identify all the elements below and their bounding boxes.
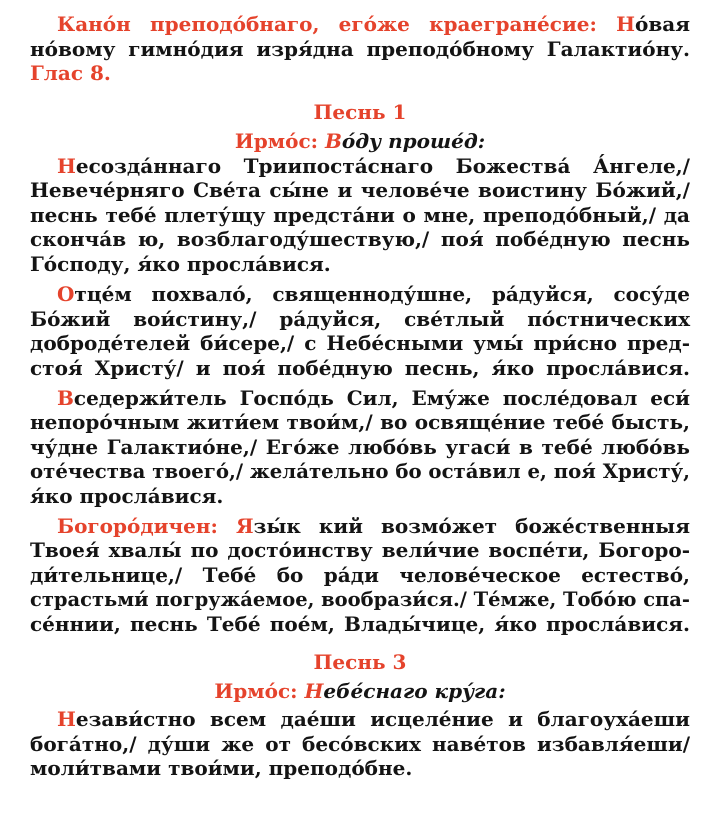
text-line xyxy=(57,282,690,307)
line-text: зы́к кий возмо́жет боже́ственныя xyxy=(253,513,690,538)
text-line xyxy=(30,459,690,484)
heading-text: но́вому гимно́дия изря́дна преподо́бному Галактио́ну. xyxy=(30,36,690,61)
text-line xyxy=(30,203,690,228)
text-line xyxy=(30,331,690,356)
ode-title xyxy=(30,650,690,675)
tone-label xyxy=(30,61,690,86)
irmos-text: о́ду проше́д: xyxy=(341,129,486,153)
line-text: езави́стно всем дае́ши исцеле́ние и благоуха́еши xyxy=(75,707,690,731)
text-line xyxy=(30,612,690,637)
text-line xyxy=(30,538,690,563)
ode-title-text: Песнь 1 xyxy=(313,100,407,124)
line-text: моли́твами твои́ми, преподо́бне. xyxy=(30,756,413,780)
line-text: есозда́ннаго Триипоста́снаго Божества́ А́нгеле,/ xyxy=(75,153,690,178)
line-text: се́ннии, песнь Тебе́ пое́м, Влады́чице, я́ко просла́вися. xyxy=(30,611,690,636)
line-text: бога́тно,/ ду́ши же от бесо́вских наве́тов избавля́еши/ xyxy=(30,731,690,756)
text-line xyxy=(57,514,690,539)
line-text: стоя́ Христу́/ и поя́ побе́дную песнь, я́ко просла́вися. xyxy=(30,355,690,380)
red-initial: О xyxy=(57,282,75,306)
line-text: Твоея́ хвалы́ по досто́инству вели́чие воспе́ти, Богоро- xyxy=(30,538,690,562)
text-line xyxy=(30,563,690,588)
text-line xyxy=(30,484,690,509)
text-line xyxy=(57,707,690,732)
text-line xyxy=(57,386,690,411)
text-line xyxy=(30,252,690,277)
line-text: сконча́в ю, возблагоду́шествую,/ поя́ побе́дную песнь xyxy=(30,227,690,251)
text-line xyxy=(30,435,690,460)
ode-title xyxy=(30,100,690,125)
heading-line xyxy=(30,37,690,62)
irmos-label: Ирмо́с: xyxy=(234,129,319,153)
line-text: седержи́тель Госпо́дь Сил, Ему́же после́довал еси́ xyxy=(73,385,690,410)
text-line xyxy=(30,410,690,435)
heading-line xyxy=(57,12,690,37)
line-text: я́ко просла́вися. xyxy=(30,483,224,508)
canon-heading xyxy=(30,12,690,86)
text-line xyxy=(30,587,690,612)
line-text: Бо́жий вои́стину,/ ра́дуйся, све́тлый по́стнических xyxy=(30,306,690,331)
line-text: страстьми́ погружа́емое, вообрази́ся./ Те́мже, Тобо́ю спа- xyxy=(30,587,690,611)
troparion xyxy=(30,707,690,781)
text-line xyxy=(30,356,690,381)
line-text: непоро́чным жити́ем твои́м,/ во освяще́ние тебе́ бысть, xyxy=(30,410,690,434)
heading-text: о́вая xyxy=(635,12,690,36)
line-text: доброде́телей би́сере,/ с Небе́сными умы́ при́сно пред- xyxy=(30,331,690,355)
theotokion-label: Богоро́дичен: xyxy=(57,513,218,538)
troparion xyxy=(30,386,690,509)
line-text: чу́дне Галактио́не,/ Его́же любо́вь угаси́ в тебе́ любо́вь xyxy=(30,434,690,459)
troparion xyxy=(30,282,690,380)
red-initial: Н xyxy=(57,707,76,731)
irmos-label: Ирмо́с: xyxy=(214,678,298,703)
text-line xyxy=(30,756,690,781)
red-initial: В xyxy=(325,129,342,153)
line-text: ди́тельнице,/ Тебе́ бо ра́ди челове́ческое естество́, xyxy=(30,562,690,587)
tone-text: Глас 8. xyxy=(30,61,111,85)
line-text: песнь тебе́ плету́щу предста́ни о мне, преподо́бный,/ да xyxy=(30,202,690,227)
line-text: Невече́рняго Све́та сы́не и челове́че воистину Бо́жий,/ xyxy=(30,178,690,202)
text-line xyxy=(30,178,690,203)
text-line xyxy=(30,307,690,332)
text-line xyxy=(30,732,690,757)
ode-title-text: Песнь 3 xyxy=(313,650,407,674)
irmos-line xyxy=(30,679,690,704)
red-initial: Н xyxy=(304,678,324,703)
red-initial: Н xyxy=(616,12,636,36)
text-line xyxy=(30,227,690,252)
rubric-text: Кано́н преподо́бнаго, его́же краегране́сие: xyxy=(57,12,597,36)
theotokion xyxy=(30,514,690,637)
line-text: тце́м похвало́, священноду́шне, ра́дуйся, сосу́де xyxy=(74,282,690,306)
irmos-line xyxy=(30,129,690,154)
irmos-text: ебе́снаго кру́га: xyxy=(323,678,506,703)
line-text: оте́чества твоего́,/ жела́тельно бо оста́вил е, поя́ Христу́, xyxy=(30,459,690,483)
red-initial: Н xyxy=(57,153,76,178)
red-initial: Я xyxy=(235,513,254,538)
text-line xyxy=(57,154,690,179)
red-initial: В xyxy=(57,385,74,410)
line-text: Го́споду, я́ко просла́вися. xyxy=(30,251,331,276)
troparion xyxy=(30,154,690,277)
